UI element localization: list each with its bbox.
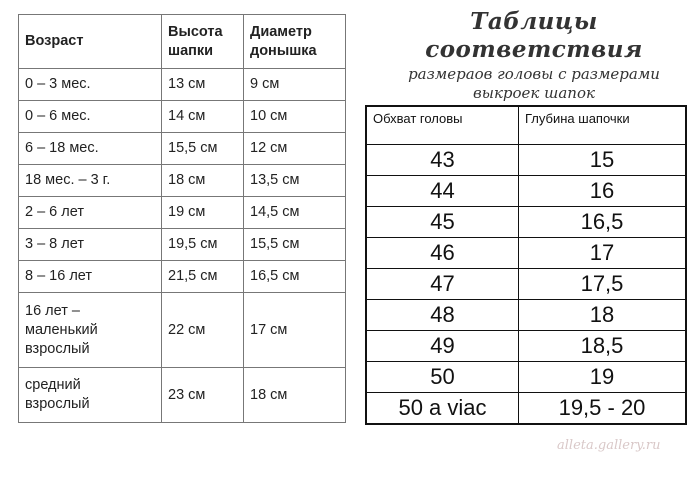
age-cell: 0 – 3 мес. — [19, 69, 162, 101]
height-cell: 13 см — [162, 69, 244, 101]
table-row — [19, 293, 346, 368]
table-row — [366, 362, 686, 393]
depth-cell: 18 — [519, 300, 687, 331]
table-row — [19, 101, 346, 133]
height-cell: 19,5 см — [162, 229, 244, 261]
watermark: alleta.gallery.ru — [557, 438, 661, 453]
table-row — [19, 165, 346, 197]
diameter-cell: 14,5 см — [244, 197, 346, 229]
depth-cell: 17,5 — [519, 269, 687, 300]
table-row — [366, 238, 686, 269]
circumference-cell: 48 — [366, 300, 519, 331]
height-cell: 21,5 см — [162, 261, 244, 293]
table-row — [366, 207, 686, 238]
header-cap-depth: Глубина шапочки — [519, 106, 687, 145]
depth-cell: 16,5 — [519, 207, 687, 238]
height-cell: 14 см — [162, 101, 244, 133]
table-row — [19, 197, 346, 229]
diameter-cell: 12 см — [244, 133, 346, 165]
title-line-1: Таблицы соответствия — [425, 8, 643, 63]
depth-cell: 15 — [519, 145, 687, 176]
age-cell: 16 лет – маленький взрослый — [19, 293, 162, 368]
depth-cell: 19,5 - 20 — [519, 393, 687, 425]
age-cell: 3 – 8 лет — [19, 229, 162, 261]
age-cell: 2 – 6 лет — [19, 197, 162, 229]
diameter-cell: 18 см — [244, 368, 346, 423]
age-cell: 8 – 16 лет — [19, 261, 162, 293]
table-row — [19, 261, 346, 293]
circumference-cell: 43 — [366, 145, 519, 176]
diameter-cell: 15,5 см — [244, 229, 346, 261]
diameter-cell: 13,5 см — [244, 165, 346, 197]
depth-cell: 19 — [519, 362, 687, 393]
table-header-row — [19, 15, 346, 69]
age-size-table — [18, 14, 346, 423]
table-row — [366, 145, 686, 176]
head-circumference-table — [365, 105, 687, 425]
table-row — [366, 331, 686, 362]
circumference-cell: 47 — [366, 269, 519, 300]
diameter-cell: 9 см — [244, 69, 346, 101]
diameter-cell: 17 см — [244, 293, 346, 368]
title-line-3: выкроек шапок — [473, 84, 595, 102]
header-hat-height: Высота шапки — [162, 15, 244, 69]
table-row — [366, 269, 686, 300]
circumference-cell: 46 — [366, 238, 519, 269]
page-title — [378, 8, 690, 103]
depth-cell: 16 — [519, 176, 687, 207]
age-cell: 0 – 6 мес. — [19, 101, 162, 133]
height-cell: 15,5 см — [162, 133, 244, 165]
height-cell: 19 см — [162, 197, 244, 229]
header-head-circumference: Обхват головы — [366, 106, 519, 145]
height-cell: 23 см — [162, 368, 244, 423]
circumference-cell: 50 — [366, 362, 519, 393]
header-age: Возраст — [19, 15, 162, 69]
header-crown-diameter: Диаметр донышка — [244, 15, 346, 69]
circumference-cell: 49 — [366, 331, 519, 362]
table-row — [366, 393, 686, 425]
circumference-cell: 44 — [366, 176, 519, 207]
depth-cell: 18,5 — [519, 331, 687, 362]
table-row — [366, 300, 686, 331]
title-line-2: размераов головы с размерами — [408, 65, 660, 83]
table-header-row — [366, 106, 686, 145]
diameter-cell: 16,5 см — [244, 261, 346, 293]
circumference-cell: 50 a viac — [366, 393, 519, 425]
depth-cell: 17 — [519, 238, 687, 269]
height-cell: 22 см — [162, 293, 244, 368]
table-row — [19, 368, 346, 423]
table-row — [19, 229, 346, 261]
diameter-cell: 10 см — [244, 101, 346, 133]
table-row — [19, 69, 346, 101]
circumference-cell: 45 — [366, 207, 519, 238]
age-cell: 6 – 18 мес. — [19, 133, 162, 165]
age-cell: 18 мес. – 3 г. — [19, 165, 162, 197]
table-row — [366, 176, 686, 207]
table-row — [19, 133, 346, 165]
age-cell: средний взрослый — [19, 368, 162, 423]
height-cell: 18 см — [162, 165, 244, 197]
